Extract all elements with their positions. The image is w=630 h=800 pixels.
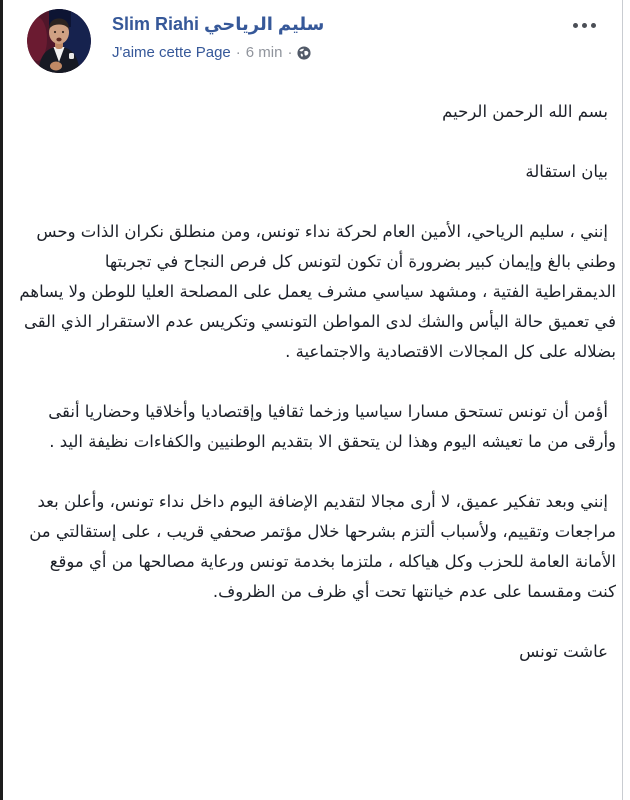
- timestamp-link[interactable]: 6 min: [245, 43, 283, 61]
- separator-dot: ·: [235, 43, 241, 61]
- post-paragraph: أؤمن أن تونس تستحق مسارا سياسيا وزخما ثقافيا وإقتصاديا وأخلاقيا وحضاريا أنقى وأرقى من ما تعيشه اليوم وهذا لن يتحقق الا بتقديم الوطنيين والكفاءات نظيفة اليد .: [48, 402, 616, 451]
- ellipsis-menu-icon: [591, 23, 596, 28]
- post-meta-line: [112, 44, 324, 61]
- separator-dot: ·: [287, 43, 293, 61]
- author-name-latin: Slim Riahi: [112, 14, 200, 34]
- ellipsis-menu-icon: [582, 23, 587, 28]
- author-name-arabic: سليم الرياحي: [204, 14, 325, 34]
- post-header: [3, 0, 622, 73]
- post-paragraph: بسم الله الرحمن الرحيم: [442, 102, 608, 121]
- like-page-link[interactable]: J'aime cette Page: [112, 43, 231, 61]
- post-paragraph: عاشت تونس: [519, 642, 608, 661]
- post-paragraph: إنني وبعد تفكير عميق، لا أرى مجالا لتقديم الإضافة اليوم داخل نداء تونس، وأعلن بعد مراجعات وتقييم، ولأسباب ألتزم بشرحها خلال مؤتمر صحفي قريب ، على إستقالتي من الأمانة العامة للحزب وكل هياكله ، ملتزما بخدمة تونس ورعاية مصالحها من أي موقع كنت ومقسما على عدم خيانتها تحت أي ظرف من الظروف.: [29, 492, 616, 601]
- ellipsis-menu-icon: [573, 23, 578, 28]
- post-header-text: [99, 9, 324, 61]
- avatar-photo: [27, 9, 91, 73]
- author-line: [112, 13, 324, 36]
- post-body: [3, 73, 622, 667]
- avatar[interactable]: [27, 9, 91, 73]
- post-menu-button[interactable]: [571, 9, 598, 42]
- globe-icon: [297, 46, 311, 60]
- post-paragraph: بيان استقالة: [525, 162, 608, 181]
- post-paragraph: إنني ، سليم الرياحي، الأمين العام لحركة نداء تونس، ومن منطلق نكران الذات وحس وطني بالغ وإيمان كبير بضرورة أن تكون لتونس كل فرص النجاح في تجربتها الديمقراطية الفتية ، ومشهد سياسي مشرف يعمل على المصلحة العليا للوطن ولا يساهم في تعميق حالة اليأس والشك لدى المواطن التونسي وتكريس عدم الاستقرار الذي القى بضلاله على كل المجالات الاقتصادية والاجتماعية .: [19, 222, 616, 361]
- author-name-link[interactable]: [112, 14, 324, 34]
